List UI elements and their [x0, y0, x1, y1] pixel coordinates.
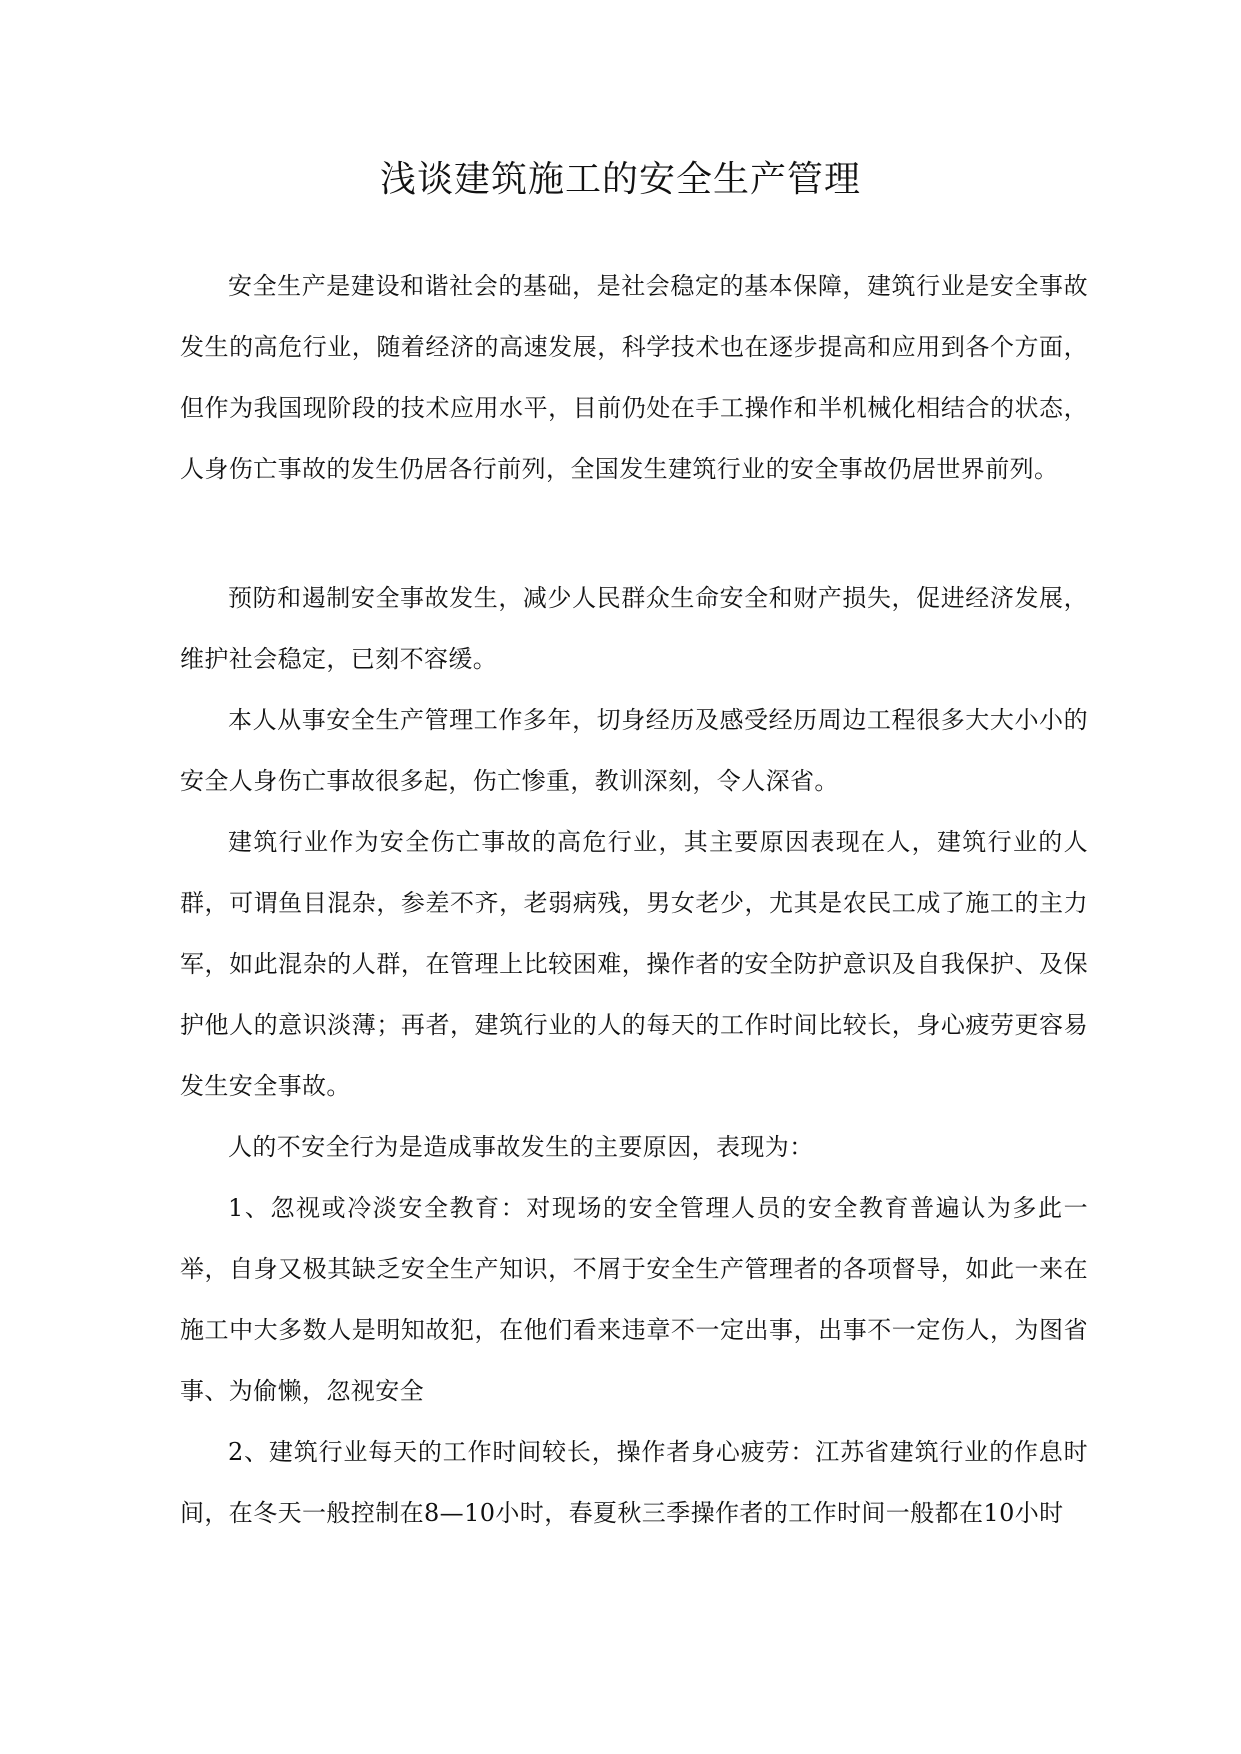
- paragraph-1: 安全生产是建设和谐社会的基础，是社会稳定的基本保障，建筑行业是安全事故发生的高危行业，随着经济的高速发展，科学技术也在逐步提高和应用到各个方面，但作为我国现阶段的技术应用水平，目前仍处在手工操作和半机械化相结合的状态，人身伤亡事故的发生仍居各行前列，全国发生建筑行业的安全事故仍居世界前列。: [180, 272, 1088, 483]
- document-title: 浅谈建筑施工的安全生产管理: [379, 159, 861, 200]
- main-block: [180, 568, 1088, 1544]
- intro-block: [180, 256, 1088, 500]
- paragraph-3: 本人从事安全生产管理工作多年，切身经历及感受经历周边工程很多大大小小的安全人身伤亡事故很多起，伤亡惨重，教训深刻，令人深省。: [180, 706, 1088, 795]
- paragraph-2: 预防和遏制安全事故发生，减少人民群众生命安全和财产损失，促进经济发展，维护社会稳定，已刻不容缓。: [180, 584, 1088, 673]
- paragraph-6: 1、忽视或冷淡安全教育：对现场的安全管理人员的安全教育普遍认为多此一举，自身又极其缺乏安全生产知识，不屑于安全生产管理者的各项督导，如此一来在施工中大多数人是明知故犯，在他们看来违章不一定出事，出事不一定伤人，为图省事、为偷懒，忽视安全: [180, 1194, 1088, 1405]
- paragraph-5: 人的不安全行为是造成事故发生的主要原因，表现为：: [228, 1133, 814, 1161]
- paragraph-4: 建筑行业作为安全伤亡事故的高危行业，其主要原因表现在人，建筑行业的人群，可谓鱼目混杂，参差不齐，老弱病残，男女老少，尤其是农民工成了施工的主力军，如此混杂的人群，在管理上比较困难，操作者的安全防护意识及自我保护、及保护他人的意识淡薄；再者，建筑行业的人的每天的工作时间比较长，身心疲劳更容易发生安全事故。: [180, 828, 1088, 1100]
- paragraph-7: 2、建筑行业每天的工作时间较长，操作者身心疲劳：江苏省建筑行业的作息时间，在冬天一般控制在8—10小时，春夏秋三季操作者的工作时间一般都在10小时: [180, 1438, 1088, 1527]
